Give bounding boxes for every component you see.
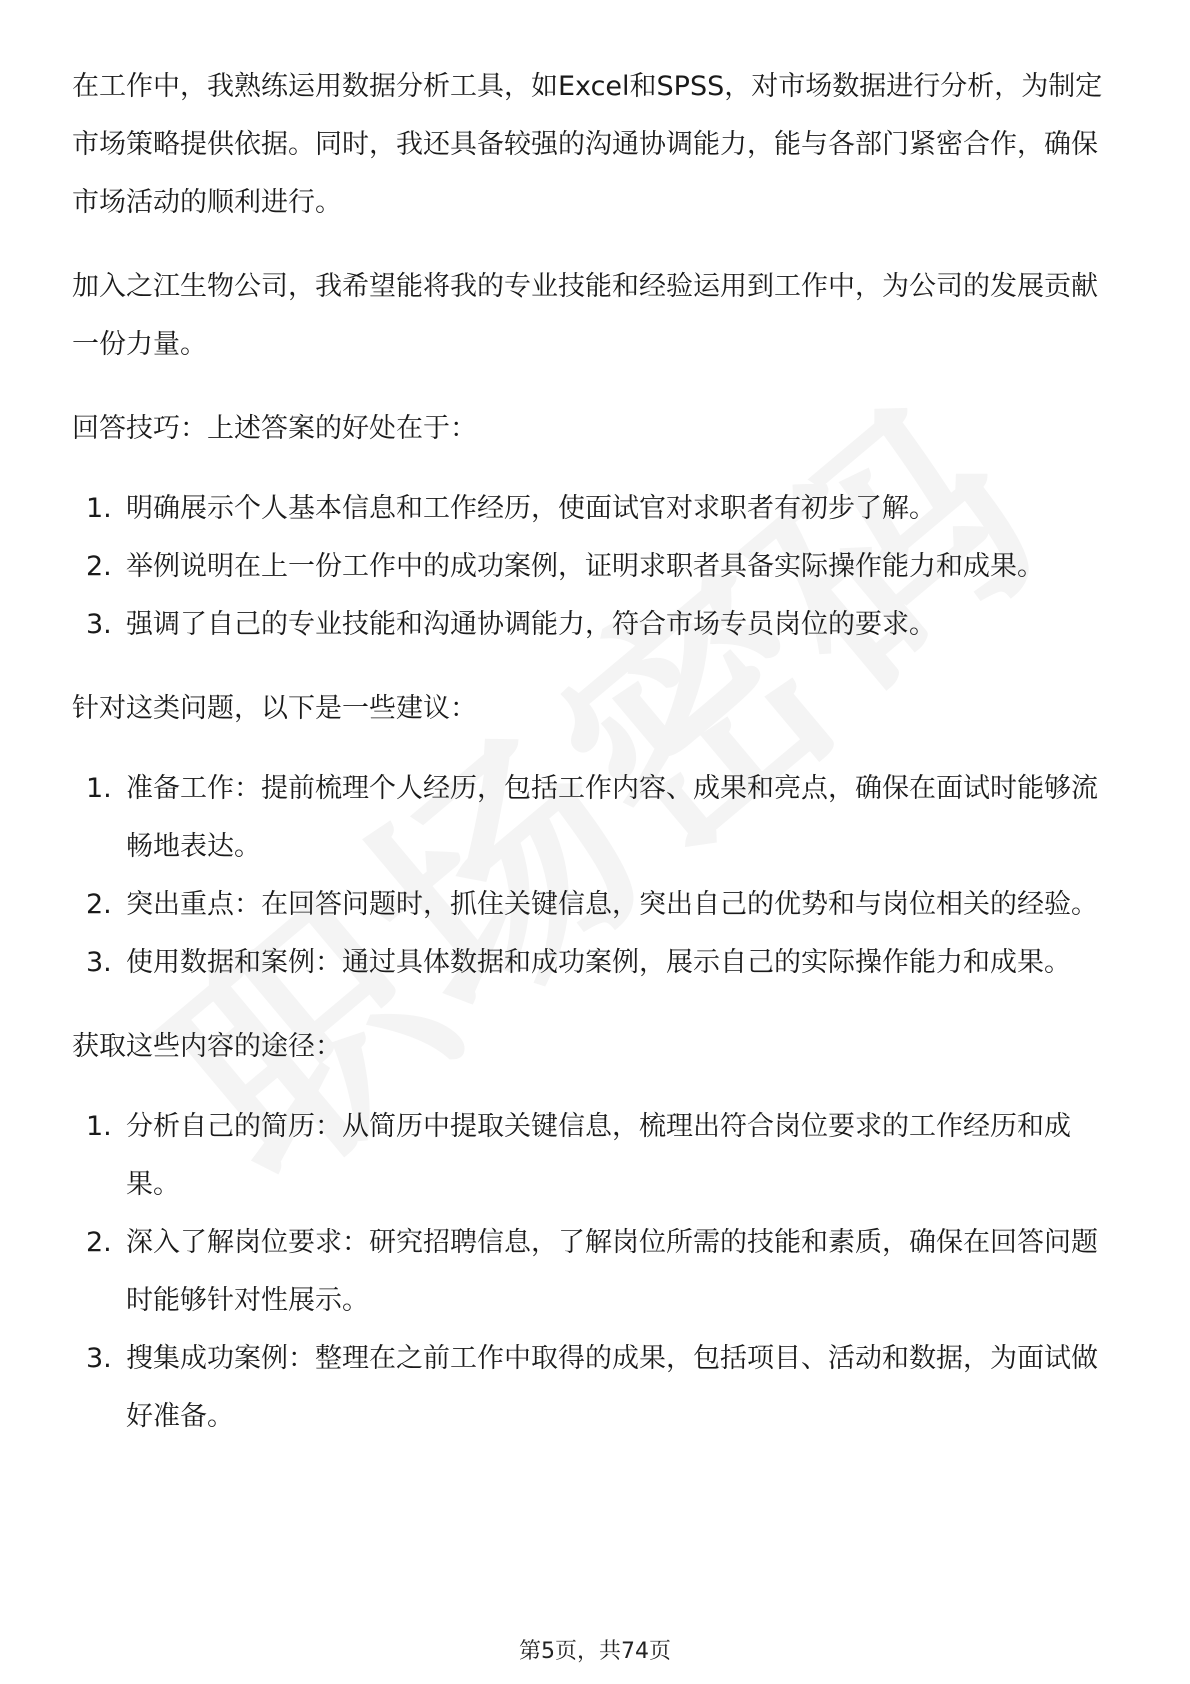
list-item: 2. 深入了解岗位要求：研究招聘信息，了解岗位所需的技能和素质，确保在回答问题时能够针对性展示。 xyxy=(86,1227,1098,1316)
list-item: 3. 强调了自己的专业技能和沟通协调能力，符合市场专员岗位的要求。 xyxy=(86,609,936,640)
page-content xyxy=(72,58,1122,1446)
list-item: 2. 突出重点：在回答问题时，抓住关键信息，突出自己的优势和与岗位相关的经验。 xyxy=(86,889,1098,920)
sources-list xyxy=(72,1098,1122,1446)
list-item: 1. 明确展示个人基本信息和工作经历，使面试官对求职者有初步了解。 xyxy=(86,493,936,524)
section-heading: 针对这类问题，以下是一些建议： xyxy=(72,693,477,724)
list-item: 3. 使用数据和案例：通过具体数据和成功案例，展示自己的实际操作能力和成果。 xyxy=(86,947,1071,978)
intro-paragraph: 在工作中，我熟练运用数据分析工具，如Excel和SPSS，对市场数据进行分析，为制定市场策略提供依据。同时，我还具备较强的沟通协调能力，能与各部门紧密合作，确保市场活动的顺利进行。 xyxy=(72,71,1103,218)
page-number: 第5页，共74页 xyxy=(519,1639,671,1664)
list-item: 1. 准备工作：提前梳理个人经历，包括工作内容、成果和亮点，确保在面试时能够流畅地表达。 xyxy=(86,773,1098,862)
section-heading: 获取这些内容的途径： xyxy=(72,1031,342,1062)
answer-tips-list xyxy=(72,480,1122,654)
list-item: 2. 举例说明在上一份工作中的成功案例，证明求职者具备实际操作能力和成果。 xyxy=(86,551,1044,582)
intro-paragraph: 加入之江生物公司，我希望能将我的专业技能和经验运用到工作中，为公司的发展贡献一份力量。 xyxy=(72,271,1098,360)
list-item: 3. 搜集成功案例：整理在之前工作中取得的成果，包括项目、活动和数据，为面试做好准备。 xyxy=(86,1343,1098,1432)
section-heading: 回答技巧：上述答案的好处在于： xyxy=(72,413,477,444)
list-item: 1. 分析自己的简历：从简历中提取关键信息，梳理出符合岗位要求的工作经历和成果。 xyxy=(86,1111,1071,1200)
suggestions-list xyxy=(72,760,1122,992)
